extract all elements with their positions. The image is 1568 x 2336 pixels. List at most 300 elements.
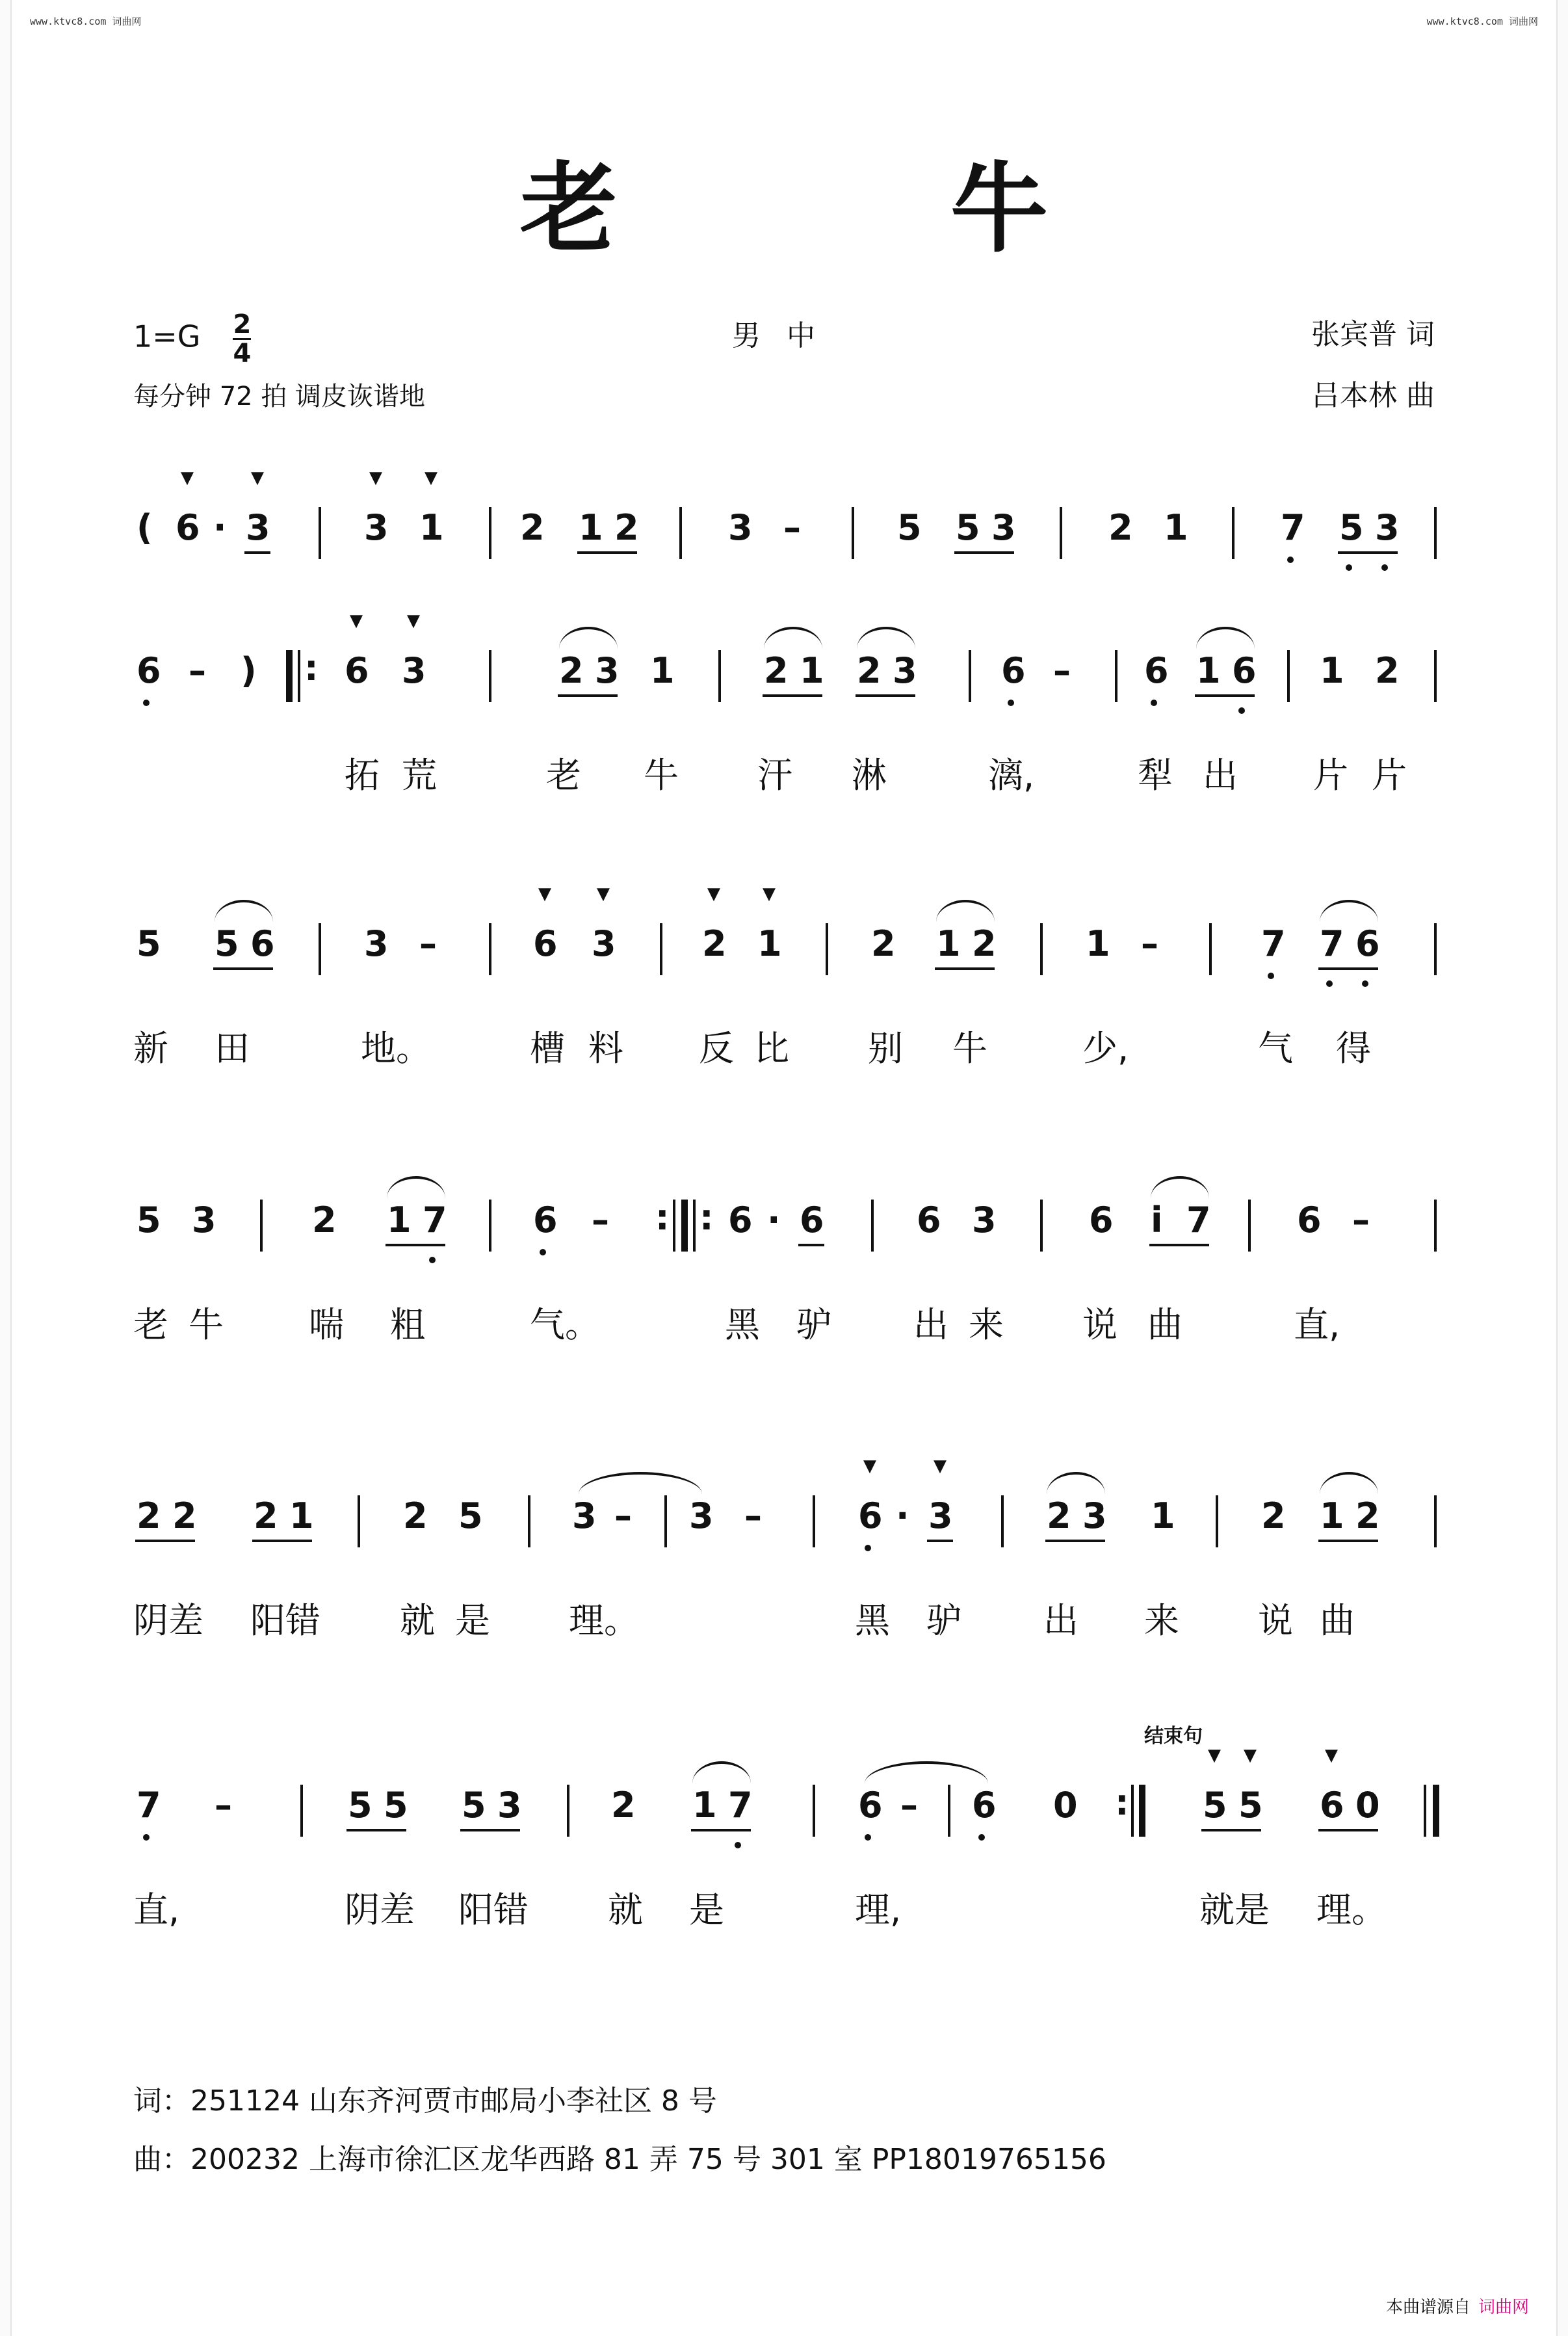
note: 3 <box>364 507 389 548</box>
note: 6 <box>858 1785 883 1826</box>
lyric-line <box>130 1882 1443 1934</box>
low-octave-dot <box>865 1545 871 1551</box>
barline <box>567 1785 569 1837</box>
lyric-syllable: 直, <box>1294 1304 1340 1345</box>
barline <box>871 1200 874 1252</box>
note: 5 <box>215 923 239 964</box>
lyric-syllable: 出 <box>1043 1600 1078 1641</box>
lyric-syllable: 就 <box>400 1600 435 1641</box>
barline <box>1232 507 1235 559</box>
beam-underline <box>558 694 618 697</box>
lyric-syllable: 来 <box>1144 1600 1179 1641</box>
lyric-syllable: 牛 <box>952 1028 987 1069</box>
lyric-syllable: 料 <box>588 1028 623 1069</box>
barline <box>319 923 321 975</box>
low-octave-dot <box>1287 557 1294 563</box>
low-octave-dot <box>735 1842 741 1848</box>
notation-line <box>130 468 1443 579</box>
barline <box>489 1200 491 1252</box>
lyric-syllable: 就 <box>608 1889 643 1930</box>
barline <box>1434 507 1437 559</box>
barline <box>528 1495 530 1547</box>
note: 7 <box>137 1785 161 1826</box>
barline <box>1115 650 1117 702</box>
note: 6 <box>176 507 200 548</box>
lyric-syllable: 犁 <box>1138 755 1173 796</box>
notation-line <box>130 1725 1443 1856</box>
low-octave-dot <box>540 1249 546 1255</box>
lyricist-credit: 张宾普 词 <box>1311 318 1435 351</box>
barline <box>718 650 721 702</box>
barline <box>1248 1200 1251 1252</box>
note: ) <box>241 650 257 691</box>
note: – <box>614 1495 632 1536</box>
lyric-syllable: 别 <box>868 1028 903 1069</box>
slur-mark <box>1196 627 1255 649</box>
lyric-syllable: 田 <box>215 1028 250 1069</box>
note: 6 <box>1089 1200 1114 1240</box>
repeat-end-barline <box>1131 1785 1134 1837</box>
beam-underline <box>1338 551 1398 554</box>
barline <box>1040 1200 1043 1252</box>
note: 1 <box>650 650 675 691</box>
note: 6 <box>137 650 161 691</box>
lyric-syllable: 比 <box>754 1028 789 1069</box>
lyric-line <box>130 1297 1443 1349</box>
accent-mark: ▼ <box>763 884 776 904</box>
accent-mark: ▼ <box>369 468 382 488</box>
beam-underline <box>856 694 915 697</box>
beam-underline <box>763 694 822 697</box>
lyric-syllable: 反 <box>699 1028 734 1069</box>
barline <box>1216 1495 1218 1547</box>
barline <box>852 507 854 559</box>
note: – <box>1352 1200 1370 1240</box>
note: 3 <box>1082 1495 1107 1536</box>
barline <box>813 1495 815 1547</box>
note: 5 <box>462 1785 486 1826</box>
note: 2 <box>611 1785 636 1826</box>
lyric-syllable: 曲 <box>1320 1600 1355 1641</box>
note: 6 <box>1144 650 1169 691</box>
beam-underline <box>691 1829 751 1831</box>
low-octave-dot <box>143 1834 150 1841</box>
lyric-syllable: 曲 <box>1147 1304 1183 1345</box>
composer-credit: 吕本林 曲 <box>1311 379 1435 412</box>
beam-underline <box>1195 694 1255 697</box>
note: 5 <box>1339 507 1364 548</box>
note: 1 <box>1086 923 1110 964</box>
key-signature <box>133 311 251 367</box>
note: 5 <box>897 507 922 548</box>
note: 2 <box>1108 507 1133 548</box>
lyric-syllable: 理。 <box>1316 1889 1387 1930</box>
lyric-line <box>130 1021 1443 1073</box>
note: 3 <box>689 1495 714 1536</box>
source-footer <box>1386 2294 1529 2318</box>
note: ( <box>137 507 153 548</box>
beam-underline <box>1045 1540 1105 1542</box>
beam-underline <box>1318 1829 1378 1831</box>
notation-line <box>130 611 1443 722</box>
lyric-syllable: 黑 <box>725 1304 760 1345</box>
accent-mark: ▼ <box>425 468 438 488</box>
lyric-syllable: 说 <box>1082 1304 1117 1345</box>
note: 6 <box>533 923 558 964</box>
note: 6 <box>345 650 369 691</box>
beam-underline <box>577 551 637 554</box>
lyric-syllable: 老 <box>133 1304 168 1345</box>
repeat-barline-thick <box>1139 1785 1145 1837</box>
low-octave-dot <box>1326 980 1333 987</box>
slur-mark <box>1047 1472 1105 1494</box>
low-octave-dot <box>429 1257 436 1263</box>
barline <box>1434 923 1437 975</box>
note: 6 <box>1355 923 1380 964</box>
note: · <box>213 507 227 548</box>
note: 3 <box>246 507 270 548</box>
source-site-link[interactable]: 词曲网 <box>1478 2298 1529 2317</box>
accent-mark: ▼ <box>407 611 420 631</box>
slur-mark <box>936 900 995 922</box>
final-barline-thick <box>1433 1785 1439 1837</box>
barline <box>969 650 971 702</box>
beam-underline <box>1318 1540 1378 1542</box>
barline <box>1040 923 1043 975</box>
note: 2 <box>137 1495 161 1536</box>
lyric-syllable: 驴 <box>926 1600 961 1641</box>
note: 5 <box>348 1785 372 1826</box>
repeat-dots: : <box>1115 1782 1129 1823</box>
note: 6 <box>858 1495 883 1536</box>
note: 2 <box>1375 650 1400 691</box>
lyric-syllable: 驴 <box>796 1304 831 1345</box>
lyric-syllable: 黑 <box>855 1600 890 1641</box>
note: 7 <box>1281 507 1305 548</box>
note: 1 <box>936 923 961 964</box>
accent-mark: ▼ <box>863 1456 876 1476</box>
low-octave-dot <box>978 1834 985 1841</box>
note: 1 <box>419 507 444 548</box>
beam-underline <box>244 551 270 554</box>
note: 6 <box>1320 1785 1344 1826</box>
tempo-marking: 每分钟 72 拍 调皮诙谐地 <box>133 382 426 412</box>
barline <box>489 650 491 702</box>
beam-underline <box>1201 1829 1261 1831</box>
note: 3 <box>192 1200 216 1240</box>
barline <box>489 507 491 559</box>
note: 2 <box>403 1495 428 1536</box>
lyric-syllable: 老 <box>546 755 581 796</box>
note: 2 <box>614 507 639 548</box>
note: – <box>1053 650 1071 691</box>
barline <box>660 923 662 975</box>
note: – <box>215 1785 232 1826</box>
repeat-start-barline <box>298 650 300 702</box>
note: 1 <box>692 1785 717 1826</box>
accent-mark: ▼ <box>1325 1746 1338 1765</box>
tie-mark <box>579 1472 702 1494</box>
accent-mark: ▼ <box>350 611 363 631</box>
note: 1 <box>579 507 603 548</box>
slur-mark <box>1320 1472 1378 1494</box>
repeat-end-barline <box>673 1200 675 1252</box>
note: 6 <box>250 923 275 964</box>
note: 2 <box>857 650 882 691</box>
note: 2 <box>1261 1495 1286 1536</box>
note: 3 <box>572 1495 597 1536</box>
note: 3 <box>893 650 917 691</box>
note: – <box>592 1200 609 1240</box>
note: 6 <box>917 1200 941 1240</box>
time-signature <box>233 311 251 367</box>
lyric-syllable: 就是 <box>1199 1889 1270 1930</box>
note: 3 <box>728 507 753 548</box>
tie-mark <box>865 1761 988 1783</box>
song-title: 老 牛 <box>519 153 1198 266</box>
note: 5 <box>458 1495 483 1536</box>
note: 1 <box>289 1495 314 1536</box>
beam-underline <box>460 1829 520 1831</box>
ending-phrase-label: 结束句 <box>1144 1725 1203 1748</box>
beam-underline <box>1318 967 1378 970</box>
notation-line <box>130 1456 1443 1567</box>
slur-mark <box>764 627 822 649</box>
low-octave-dot <box>143 700 150 706</box>
lyric-syllable: 拓 <box>345 755 380 796</box>
note: 6 <box>972 1785 997 1826</box>
barline <box>1287 650 1290 702</box>
source-label: 本曲谱源自 <box>1385 2298 1470 2317</box>
note: 6 <box>800 1200 824 1240</box>
lyric-syllable: 荒 <box>402 755 437 796</box>
note: 7 <box>423 1200 447 1240</box>
repeat-start-barline <box>693 1200 696 1252</box>
note: 3 <box>364 923 389 964</box>
lyric-syllable: 槽 <box>530 1028 565 1069</box>
beam-underline <box>927 1540 953 1542</box>
barline <box>1060 507 1062 559</box>
note: 2 <box>1047 1495 1071 1536</box>
slur-mark <box>1320 900 1378 922</box>
note: 1 <box>1320 650 1344 691</box>
accent-mark: ▼ <box>181 468 194 488</box>
lyric-syllable: 漓, <box>988 755 1035 796</box>
low-octave-dot <box>865 1834 871 1841</box>
lyric-syllable: 少, <box>1082 1028 1129 1069</box>
barline <box>489 923 491 975</box>
page-right-edge <box>1556 0 1568 2336</box>
note: 2 <box>520 507 545 548</box>
note: 6 <box>1297 1200 1322 1240</box>
note: 2 <box>702 923 727 964</box>
barline <box>1434 1495 1437 1547</box>
beam-underline <box>1149 1244 1209 1246</box>
barline <box>948 1785 950 1837</box>
note: 6 <box>1001 650 1026 691</box>
lyric-syllable: 是 <box>455 1600 490 1641</box>
lyric-syllable: 来 <box>969 1304 1004 1345</box>
note: 5 <box>1238 1785 1263 1826</box>
note: 5 <box>956 507 980 548</box>
barline <box>826 923 828 975</box>
lyric-syllable: 理。 <box>569 1600 639 1641</box>
note: 3 <box>1375 507 1400 548</box>
repeat-start-barline <box>286 650 293 702</box>
slur-mark <box>559 627 618 649</box>
low-octave-dot <box>1238 707 1245 714</box>
note: 5 <box>1203 1785 1227 1826</box>
barline <box>260 1200 263 1252</box>
low-octave-dot <box>1381 564 1388 571</box>
repeat-dots: : <box>699 1197 714 1238</box>
voice-type: 男中 <box>732 319 841 352</box>
lyric-syllable: 阳错 <box>458 1889 529 1930</box>
lyric-syllable: 地。 <box>361 1028 431 1069</box>
barline <box>358 1495 360 1547</box>
note: 7 <box>728 1785 753 1826</box>
barline <box>1209 923 1212 975</box>
slur-mark <box>387 1176 445 1198</box>
beam-underline <box>346 1829 406 1831</box>
barline <box>813 1785 815 1837</box>
lyric-line <box>130 748 1443 800</box>
time-numerator: 2 <box>233 309 252 339</box>
beam-underline <box>135 1540 195 1542</box>
accent-mark: ▼ <box>597 884 610 904</box>
lyric-syllable: 淋 <box>852 755 887 796</box>
note: 2 <box>254 1495 278 1536</box>
note: 0 <box>1355 1785 1380 1826</box>
repeat-barline-thick <box>681 1200 688 1252</box>
note: 3 <box>497 1785 522 1826</box>
repeat-dots: : <box>304 648 319 689</box>
lyric-syllable: 阴差 <box>133 1600 203 1641</box>
site-watermark-right: www.ktvc8.com 词曲网 <box>1426 16 1538 27</box>
lyric-syllable: 粗 <box>390 1304 425 1345</box>
note: – <box>189 650 206 691</box>
low-octave-dot <box>1151 700 1157 706</box>
note: 3 <box>592 923 616 964</box>
notation-line <box>130 1197 1443 1271</box>
lyric-syllable: 阳错 <box>250 1600 320 1641</box>
lyric-syllable: 新 <box>133 1028 168 1069</box>
slur-mark <box>857 627 915 649</box>
note: 1 <box>1164 507 1188 548</box>
beam-underline <box>252 1540 312 1542</box>
final-barline <box>1424 1785 1426 1837</box>
lyric-syllable: 说 <box>1258 1600 1293 1641</box>
accent-mark: ▼ <box>251 468 264 488</box>
slur-mark <box>1151 1176 1209 1198</box>
note: · <box>767 1200 781 1240</box>
note: 3 <box>991 507 1016 548</box>
key-label: 1=G <box>133 319 201 354</box>
barline <box>1434 650 1437 702</box>
barline <box>300 1785 303 1837</box>
note: 7 <box>1186 1200 1211 1240</box>
lyric-syllable: 得 <box>1336 1028 1371 1069</box>
accent-mark: ▼ <box>1208 1746 1221 1765</box>
note: 1 <box>387 1200 412 1240</box>
note: 5 <box>137 1200 161 1240</box>
lyric-syllable: 出 <box>1203 755 1238 796</box>
note: – <box>1141 923 1158 964</box>
barline <box>679 507 682 559</box>
note: 6 <box>533 1200 558 1240</box>
note: i <box>1151 1200 1163 1240</box>
accent-mark: ▼ <box>1244 1746 1257 1765</box>
site-watermark-left: www.ktvc8.com 词曲网 <box>30 16 142 27</box>
composer-address: 曲：200232 上海市徐汇区龙华西路 81 弄 75 号 301 室 PP18019765156 <box>133 2143 1106 2176</box>
accent-mark: ▼ <box>538 884 551 904</box>
note: 2 <box>972 923 997 964</box>
note: 3 <box>928 1495 953 1536</box>
note: · <box>896 1495 909 1536</box>
low-octave-dot <box>1346 564 1352 571</box>
low-octave-dot <box>1008 700 1014 706</box>
low-octave-dot <box>1268 973 1274 979</box>
time-denominator: 4 <box>233 339 252 369</box>
note: 1 <box>1196 650 1221 691</box>
beam-underline <box>798 1244 824 1246</box>
accent-mark: ▼ <box>707 884 720 904</box>
note: 5 <box>384 1785 408 1826</box>
note: 1 <box>1320 1495 1344 1536</box>
lyric-syllable: 牛 <box>189 1304 224 1345</box>
note: 1 <box>800 650 824 691</box>
note: 5 <box>137 923 161 964</box>
barline <box>1001 1495 1004 1547</box>
barline <box>319 507 321 559</box>
beam-underline <box>935 967 995 970</box>
lyric-syllable: 喘 <box>309 1304 344 1345</box>
lyric-syllable: 片 <box>1313 755 1348 796</box>
lyric-syllable: 是 <box>689 1889 724 1930</box>
lyric-syllable: 汗 <box>757 755 792 796</box>
slur-mark <box>215 900 273 922</box>
note: 2 <box>871 923 896 964</box>
lyric-syllable: 牛 <box>644 755 679 796</box>
lyric-syllable: 阴差 <box>345 1889 415 1930</box>
note: 2 <box>764 650 789 691</box>
note: 3 <box>972 1200 997 1240</box>
barline <box>1434 1200 1437 1252</box>
note: 2 <box>1355 1495 1380 1536</box>
note: – <box>783 507 801 548</box>
note: – <box>900 1785 918 1826</box>
note: 1 <box>757 923 782 964</box>
note: 3 <box>595 650 620 691</box>
note: 3 <box>402 650 426 691</box>
note: 6 <box>1232 650 1257 691</box>
note: 2 <box>172 1495 197 1536</box>
lyric-syllable: 气 <box>1258 1028 1293 1069</box>
lyricist-address: 词：251124 山东齐河贾市邮局小李社区 8 号 <box>133 2084 717 2118</box>
low-octave-dot <box>1362 980 1368 987</box>
note: 6 <box>728 1200 753 1240</box>
repeat-dots: : <box>655 1197 670 1238</box>
page-left-edge <box>0 0 12 2336</box>
barline <box>664 1495 667 1547</box>
lyric-syllable: 出 <box>913 1304 948 1345</box>
note: 2 <box>312 1200 337 1240</box>
note: 2 <box>559 650 584 691</box>
note: 7 <box>1261 923 1286 964</box>
note: 0 <box>1053 1785 1078 1826</box>
notation-line <box>130 884 1443 995</box>
note: – <box>744 1495 762 1536</box>
